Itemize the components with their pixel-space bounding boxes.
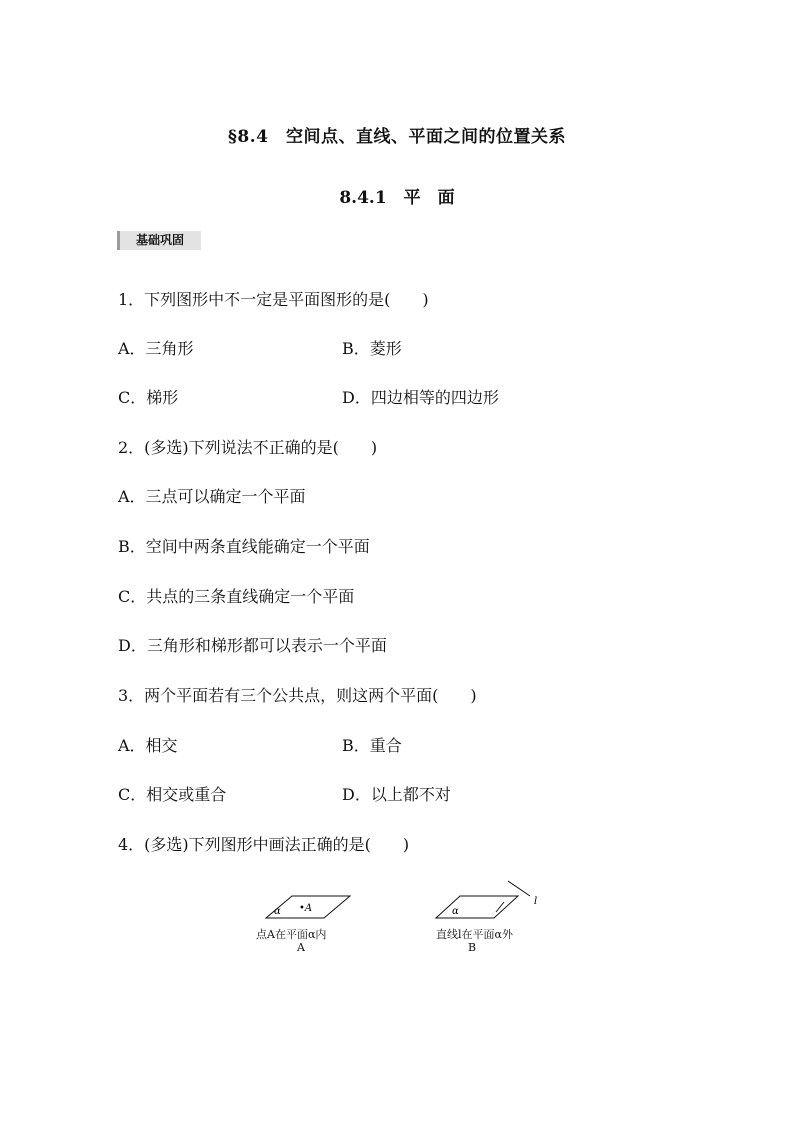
question-4-stem: 4．(多选)下列图形中画法正确的是( ): [118, 835, 410, 854]
chapter-title: §8.4 空间点、直线、平面之间的位置关系: [228, 127, 566, 147]
figure-a-caption: 点A在平面α内: [256, 928, 327, 941]
figure-a-letter: A: [297, 941, 305, 954]
question-2-stem: 2．(多选)下列说法不正确的是( ): [118, 438, 378, 457]
question-3-option-d: D．以上都不对: [342, 785, 451, 804]
question-3-option-b: B．重合: [342, 736, 402, 755]
question-2-option-a: A．三点可以确定一个平面: [118, 487, 306, 506]
question-3-option-a: A．相交: [118, 736, 178, 755]
section-tag: 基础巩固: [117, 231, 201, 250]
question-3-stem: 3．两个平面若有三个公共点，则这两个平面( ): [118, 686, 477, 705]
figure-b-plane: [436, 896, 518, 918]
question-4-figures: [250, 878, 550, 958]
figure-b-caption: 直线l在平面α外: [436, 928, 513, 941]
figure-b-letter: B: [468, 941, 477, 954]
section-title: 8.4.1 平 面: [339, 188, 455, 208]
figure-a-plane-label: α: [274, 906, 281, 917]
question-2-option-c: C．共点的三条直线确定一个平面: [118, 587, 355, 606]
figures-diagram: [250, 878, 550, 958]
question-3-option-c: C．相交或重合: [118, 785, 227, 804]
question-1-option-c: C．梯形: [118, 388, 179, 407]
figure-a-point-label: •A: [299, 903, 313, 914]
question-1-stem: 1．下列图形中不一定是平面图形的是( ): [118, 290, 429, 309]
figure-b-line-upper: [508, 881, 530, 896]
figure-b-line-label: l: [534, 896, 538, 907]
question-2-option-b: B．空间中两条直线能确定一个平面: [118, 537, 370, 556]
figure-b-plane-label: α: [452, 906, 459, 917]
question-1-option-a: A．三角形: [118, 339, 194, 358]
question-1-option-b: B．菱形: [342, 339, 402, 358]
question-1-option-d: D．四边相等的四边形: [342, 388, 499, 407]
question-2-option-d: D．三角形和梯形都可以表示一个平面: [118, 636, 387, 655]
